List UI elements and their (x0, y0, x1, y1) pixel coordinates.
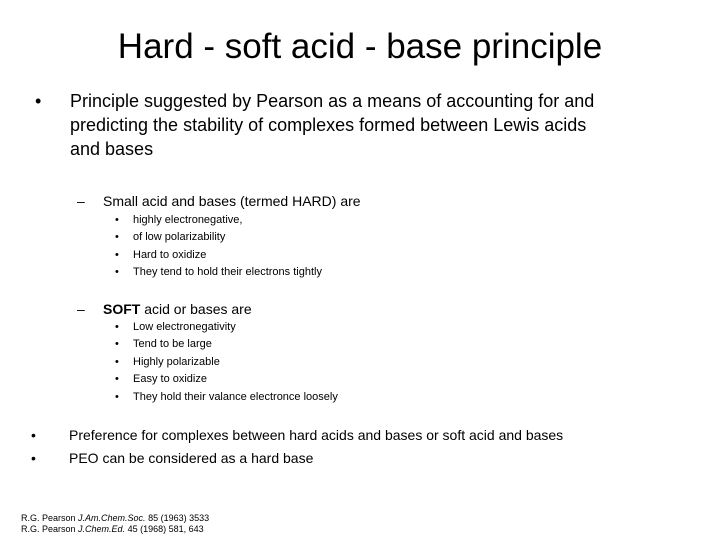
bottom-bullet-text: Preference for complexes between hard acids and bases or soft acid and bases (69, 427, 564, 443)
bullet-marker: • (115, 356, 119, 368)
reference-author: R.G. Pearson (21, 513, 79, 523)
hard-item: Hard to oxidize (133, 249, 207, 261)
soft-heading (103, 300, 252, 318)
main-bullet-line-2: predicting the stability of complexes formed between Lewis acids (70, 115, 587, 135)
hard-prefix: Small acid and bases (termed (103, 193, 293, 209)
reference-1 (21, 513, 209, 524)
reference-details: 85 (1963) 3533 (145, 513, 210, 523)
main-bullet-line-3: and bases (70, 139, 154, 159)
hard-suffix: ) are (331, 193, 361, 209)
reference-2 (21, 524, 204, 535)
bullet-marker: • (31, 427, 36, 443)
soft-item: Low electronegativity (133, 321, 236, 333)
bullet-marker: • (115, 266, 119, 278)
soft-item: They hold their valance electronce loosely (133, 391, 338, 403)
main-bullet-line-1: Principle suggested by Pearson as a means of accounting for and (70, 91, 595, 111)
bullet-marker: • (115, 373, 119, 385)
soft-item: Easy to oxidize (133, 373, 207, 385)
bullet-marker: • (31, 450, 36, 466)
reference-details: 45 (1968) 581, 643 (125, 524, 204, 534)
bullet-marker: • (115, 321, 119, 333)
soft-keyword: SOFT (103, 301, 141, 317)
bullet-marker: • (115, 391, 119, 403)
reference-journal: J.Am.Chem.Soc. (78, 513, 146, 523)
bullet-marker: • (115, 214, 119, 226)
dash-marker: – (77, 301, 85, 317)
bullet-marker: • (115, 231, 119, 243)
page-title: Hard - soft acid - base principle (117, 27, 603, 66)
hard-heading (103, 192, 361, 210)
hard-item: of low polarizability (133, 231, 226, 243)
hard-item: highly electronegative, (133, 214, 243, 226)
soft-item: Highly polarizable (133, 356, 220, 368)
hard-item: They tend to hold their electrons tightly (133, 266, 322, 278)
soft-item: Tend to be large (133, 338, 212, 350)
bullet-marker: • (115, 338, 119, 350)
bullet-marker: • (115, 249, 119, 261)
reference-journal: J.Chem.Ed. (78, 524, 126, 534)
bullet-marker: • (35, 91, 42, 111)
hard-keyword: HARD (292, 193, 332, 209)
soft-suffix: acid or bases are (140, 301, 252, 317)
reference-author: R.G. Pearson (21, 524, 79, 534)
dash-marker: – (77, 193, 85, 209)
bottom-bullet-text: PEO can be considered as a hard base (69, 450, 314, 466)
